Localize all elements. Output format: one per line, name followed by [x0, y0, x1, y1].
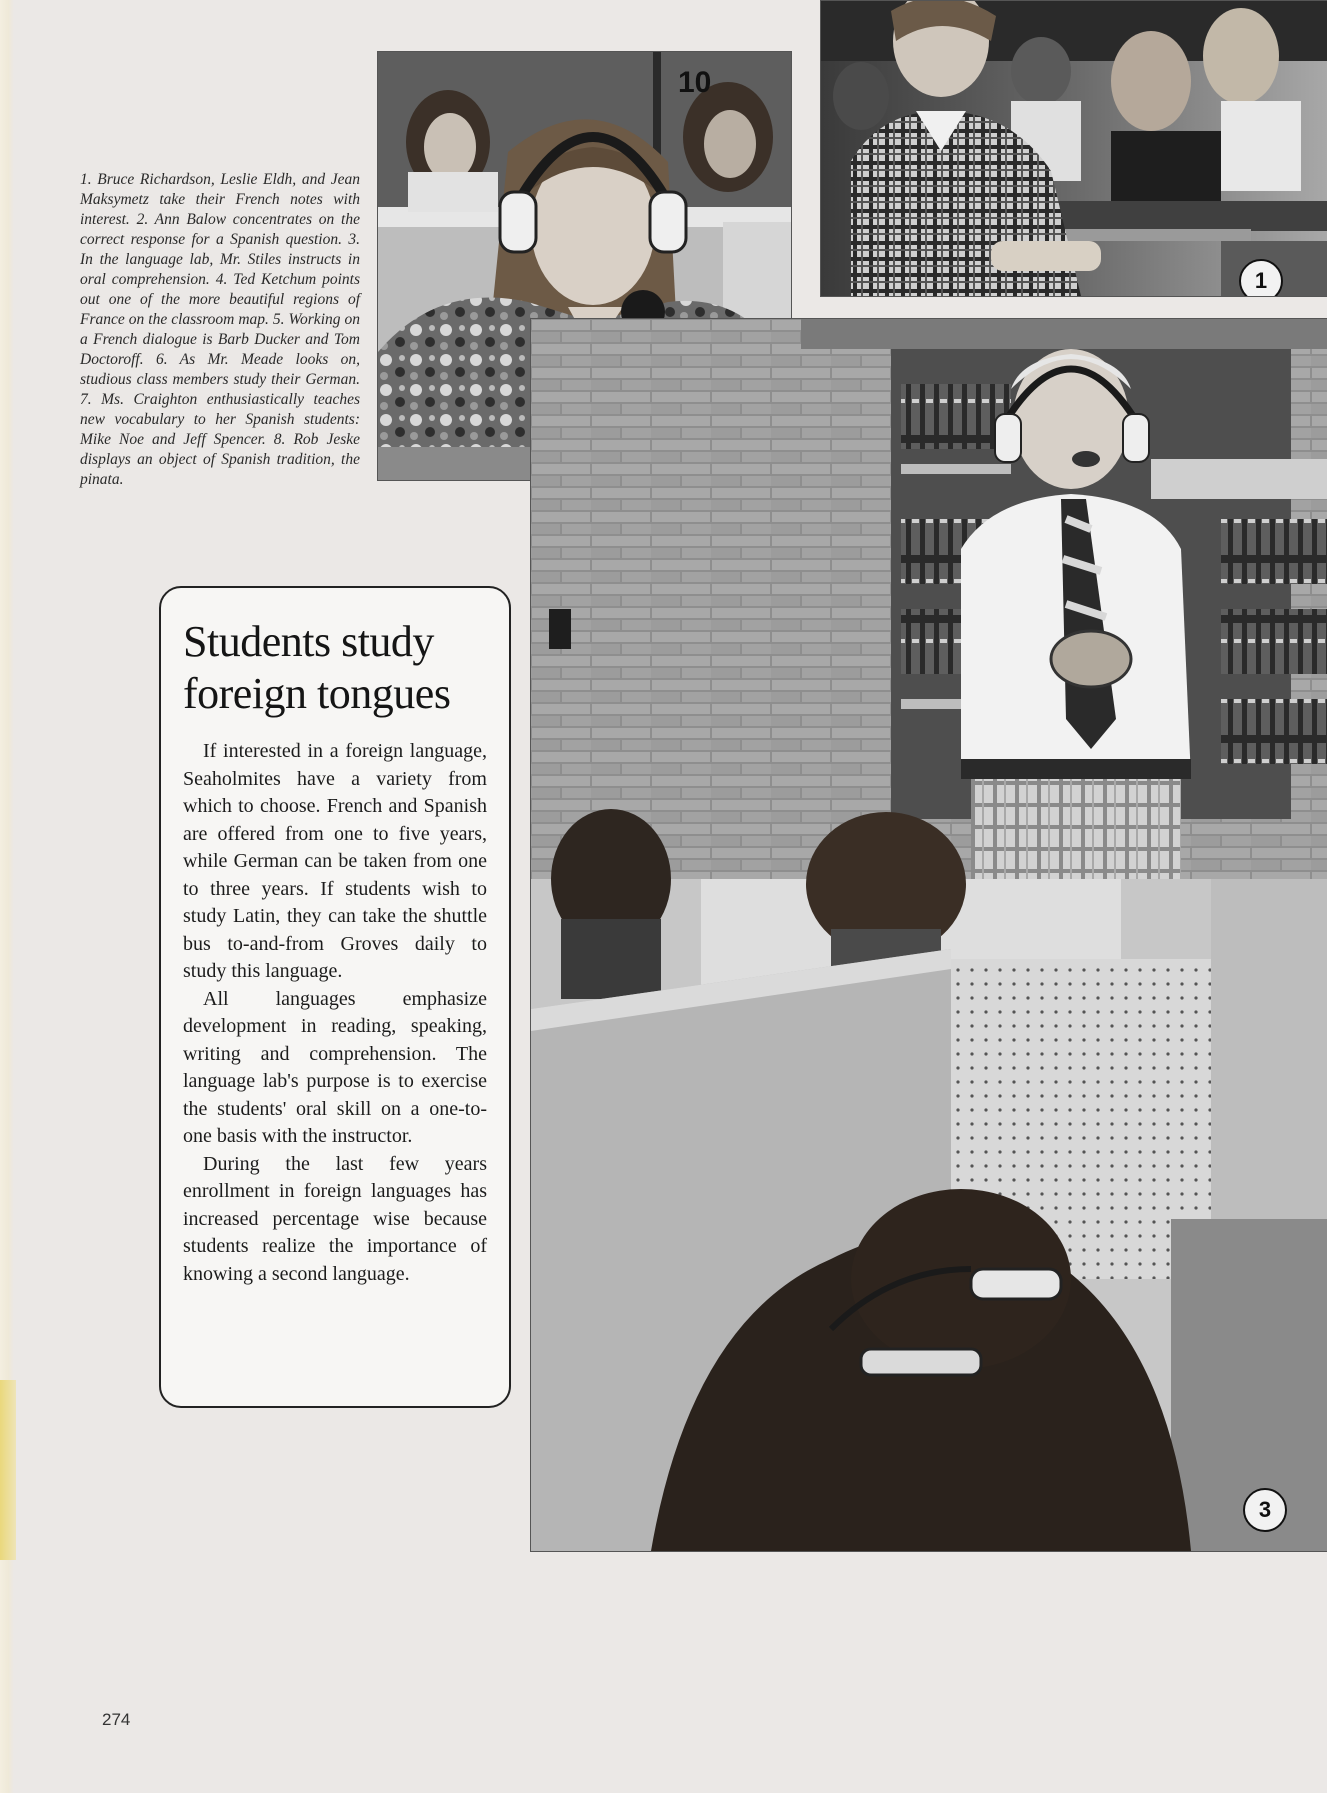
- article-headline: Students study foreign tongues: [183, 617, 451, 718]
- article-box: [159, 586, 511, 1408]
- page-number: 274: [102, 1710, 131, 1729]
- booth-number-label: 10: [678, 66, 712, 99]
- photo-3-number-badge: 3: [1243, 1488, 1287, 1532]
- photo-3-language-lab: [530, 318, 1327, 1552]
- photo-1-number-badge: 1: [1239, 259, 1283, 297]
- photo-caption: 1. Bruce Richardson, Leslie Eldh, and Jean Maksymetz take their French notes with interest. 2. Ann Balow concentrates on the correct response for a Spanish question. 3. In the language lab, Mr. Stiles instructs in oral comprehension. 4. Ted Ketchum points out one of the more beautiful regions of France on the classroom map. 5. Working on a French dialogue is Barb Ducker and Tom Doctoroff. 6. As Mr. Meade looks on, studious class members study their German. 7. Ms. Craighton enthusiastically teaches new vocabulary to her Spanish students: Mike Noe and Jeff Spencer. 8. Rob Jeske displays an object of Spanish tradition, the pinata.: [80, 171, 360, 488]
- article-paragraph-3: During the last few years enrollment in foreign languages has increased percentage wise because students realize the importance of knowing a second language.: [183, 1152, 487, 1285]
- photo-1-french-class: [820, 0, 1327, 297]
- article-paragraph-2: All languages emphasize development in reading, speaking, writing and comprehension. The language lab's purpose is to exercise the students' oral skill on a one-to-one basis with the instructor.: [183, 987, 487, 1147]
- article-paragraph-1: If interested in a foreign language, Seaholmites have a variety from which to choose. French and Spanish are offered from one to five years, while German can be taken from one to three years. If students wish to study Latin, they can take the shuttle bus to-and-from Groves daily to study this language.: [183, 740, 487, 982]
- page-edge-highlight: [0, 1380, 16, 1560]
